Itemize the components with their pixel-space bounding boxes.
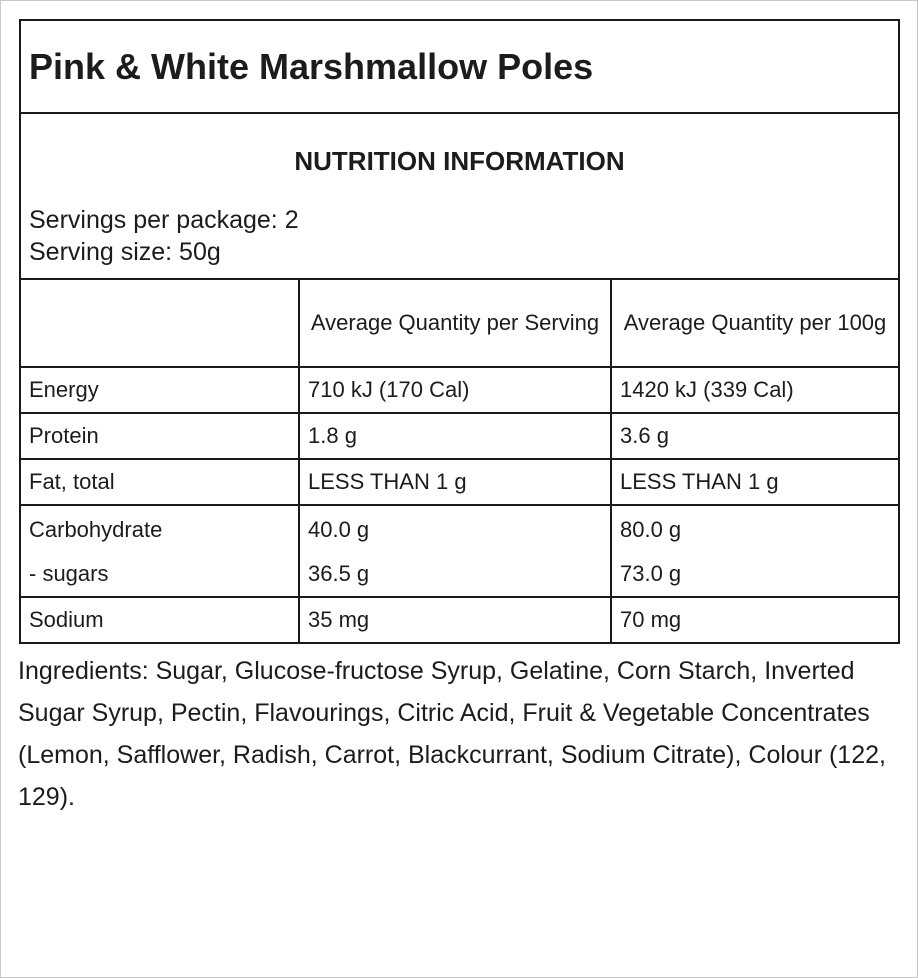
nutrient-name: Protein — [21, 413, 299, 459]
per-serving-value: 40.0 g — [299, 505, 611, 552]
nutrition-label — [19, 19, 900, 644]
header-per-serving: Average Quantity per Serving — [299, 280, 611, 367]
nutrient-name: Sodium — [21, 597, 299, 642]
table-row-protein — [21, 413, 898, 459]
serving-size: Serving size: 50g — [29, 238, 221, 266]
per-serving-value: 36.5 g — [299, 552, 611, 597]
per-100g-value: 3.6 g — [611, 413, 898, 459]
ingredients-text: Ingredients: Sugar, Glucose-fructose Syrup, Gelatine, Corn Starch, Inverted Sugar Syrup, Pectin, Flavourings, Citric Acid, Fruit & Vegetable Concentrates (Lemon, Safflower, Radish, Carrot, Blackcurrant, Sodium Citrate), Colour (122, 129). — [18, 657, 886, 811]
nutrient-name: Carbohydrate — [21, 505, 299, 552]
product-title: Pink & White Marshmallow Poles — [21, 21, 898, 114]
table-row-carbohydrate — [21, 505, 898, 552]
per-100g-value: LESS THAN 1 g — [611, 459, 898, 505]
nutrient-name: Fat, total — [21, 459, 299, 505]
servings-per-package: Servings per package: 2 — [29, 206, 299, 234]
per-100g-value: 73.0 g — [611, 552, 898, 597]
table-header-row — [21, 280, 898, 367]
per-100g-value: 1420 kJ (339 Cal) — [611, 367, 898, 413]
nutrition-table — [21, 280, 898, 642]
per-100g-value: 70 mg — [620, 607, 682, 632]
table-row-sodium — [21, 597, 898, 642]
header-per-100g: Average Quantity per 100g — [611, 280, 898, 367]
per-serving-value: LESS THAN 1 g — [299, 459, 611, 505]
nutrient-name: Energy — [21, 367, 299, 413]
per-100g-value: 80.0 g — [620, 517, 682, 542]
table-row-fat — [21, 459, 898, 505]
per-serving-value: 710 kJ (170 Cal) — [299, 367, 611, 413]
per-serving-value: 1.8 g — [299, 413, 611, 459]
nutrition-info-section — [21, 114, 898, 280]
table-row-energy — [21, 367, 898, 413]
per-serving-value: 35 mg — [299, 597, 611, 642]
nutrition-heading: NUTRITION INFORMATION — [294, 146, 625, 176]
table-row-sugars — [21, 552, 898, 597]
header-cell-blank — [21, 280, 299, 367]
nutrient-name: - sugars — [21, 552, 299, 597]
servings-block — [29, 204, 299, 268]
